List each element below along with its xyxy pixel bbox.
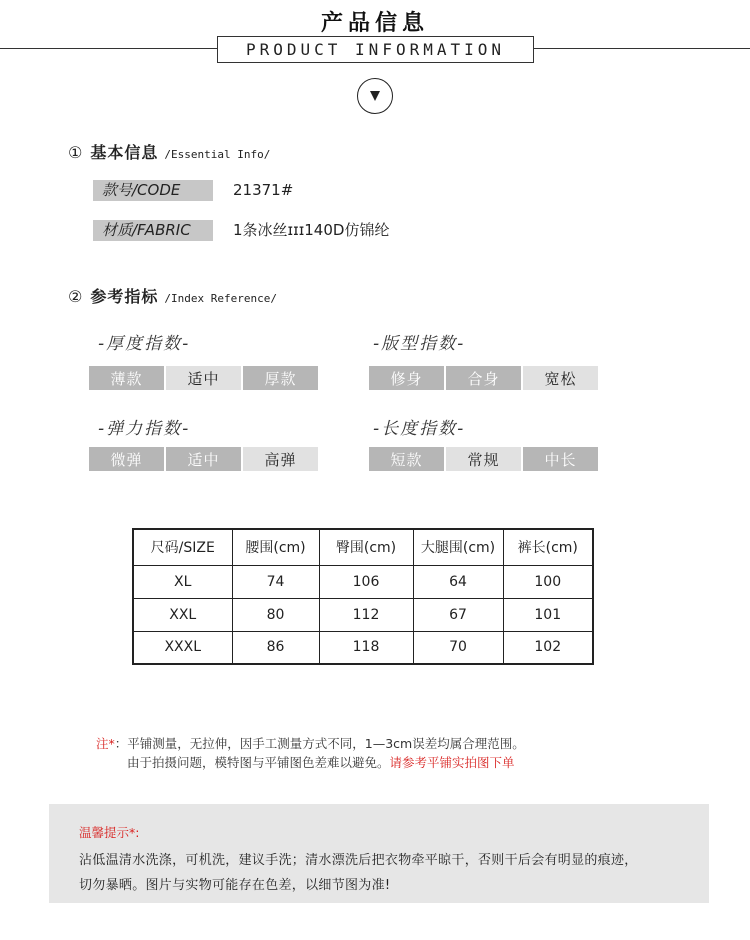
table-cell: 74 xyxy=(232,565,319,598)
index-option: 短款 xyxy=(369,447,444,471)
length-index-title: -长度指数- xyxy=(373,419,466,439)
table-header: 大腿围(cm) xyxy=(413,529,503,565)
care-tips-title: 温馨提示*: xyxy=(79,825,140,840)
index-option: 薄款 xyxy=(89,366,164,390)
table-cell: 106 xyxy=(319,565,413,598)
care-tips-box xyxy=(49,804,709,903)
page-title: 产品信息 xyxy=(320,11,429,36)
title-divider-left xyxy=(0,48,217,49)
table-row xyxy=(133,631,593,664)
code-value: 21371# xyxy=(233,181,294,199)
index-option: 合身 xyxy=(446,366,521,390)
index-option: 中长 xyxy=(523,447,598,471)
table-cell: 102 xyxy=(503,631,593,664)
index-option: 修身 xyxy=(369,366,444,390)
thickness-index-title: -厚度指数- xyxy=(98,334,191,354)
fit-index xyxy=(369,366,600,390)
basic-info-heading xyxy=(68,140,270,163)
table-cell: XL xyxy=(133,565,232,598)
measurement-note-2 xyxy=(127,753,515,771)
fabric-value: 1条冰丝ɪɪɪ140D仿锦纶 xyxy=(233,221,390,239)
table-header: 腰围(cm) xyxy=(232,529,319,565)
table-cell: XXXL xyxy=(133,631,232,664)
note-prefix: 注* xyxy=(96,736,115,751)
care-tips-line-1: 沾低温清水洗涤，可机洗，建议手洗；清水漂洗后把衣物牵平晾干，否则干后会有明显的痕迹， xyxy=(79,853,638,868)
care-tips-line-2: 切勿暴晒。图片与实物可能存在色差，以细节图为准! xyxy=(79,878,391,893)
length-index xyxy=(369,447,600,471)
index-option: 微弹 xyxy=(89,447,164,471)
note-line-1: ：平铺测量，无拉伸，因手工测量方式不同，1—3cm误差均属合理范围。 xyxy=(114,736,525,751)
table-cell: 112 xyxy=(319,598,413,631)
thickness-index xyxy=(89,366,320,390)
table-cell: 67 xyxy=(413,598,503,631)
fit-index-title: -版型指数- xyxy=(373,334,466,354)
index-option: 适中 xyxy=(166,366,241,390)
fabric-label: 材质/FABRIC xyxy=(93,220,213,241)
index-option: 适中 xyxy=(166,447,241,471)
table-cell: 101 xyxy=(503,598,593,631)
table-cell: 86 xyxy=(232,631,319,664)
table-header: 裤长(cm) xyxy=(503,529,593,565)
code-label: 款号/CODE xyxy=(93,180,213,201)
table-row xyxy=(133,565,593,598)
table-header-row xyxy=(133,529,593,565)
note-line-2-highlight: 请参考平铺实拍图下单 xyxy=(389,755,515,770)
index-option: 高弹 xyxy=(243,447,318,471)
table-cell: 64 xyxy=(413,565,503,598)
reference-heading xyxy=(68,284,277,307)
section-number: ① xyxy=(68,143,83,162)
section-number: ② xyxy=(68,287,83,306)
section-title: 参考指标 xyxy=(90,287,159,306)
page-subtitle: PRODUCT INFORMATION xyxy=(217,36,534,63)
table-cell: 80 xyxy=(232,598,319,631)
index-option: 厚款 xyxy=(243,366,318,390)
index-option: 常规 xyxy=(446,447,521,471)
table-cell: 118 xyxy=(319,631,413,664)
table-header: 臀围(cm) xyxy=(319,529,413,565)
chevron-down-icon xyxy=(357,78,393,114)
measurement-note xyxy=(96,734,525,752)
table-header: 尺码/SIZE xyxy=(133,529,232,565)
table-row xyxy=(133,598,593,631)
title-divider-right xyxy=(533,48,750,49)
table-cell: 70 xyxy=(413,631,503,664)
table-cell: XXL xyxy=(133,598,232,631)
table-cell: 100 xyxy=(503,565,593,598)
section-title: 基本信息 xyxy=(90,143,159,162)
note-line-2: 由于拍摄问题，模特图与平铺图色差难以避免。 xyxy=(127,755,390,770)
section-title-en: /Essential Info/ xyxy=(164,148,271,161)
elasticity-index xyxy=(89,447,320,471)
size-table xyxy=(132,528,594,665)
section-title-en: /Index Reference/ xyxy=(164,292,277,305)
index-option: 宽松 xyxy=(523,366,598,390)
elasticity-index-title: -弹力指数- xyxy=(98,419,191,439)
